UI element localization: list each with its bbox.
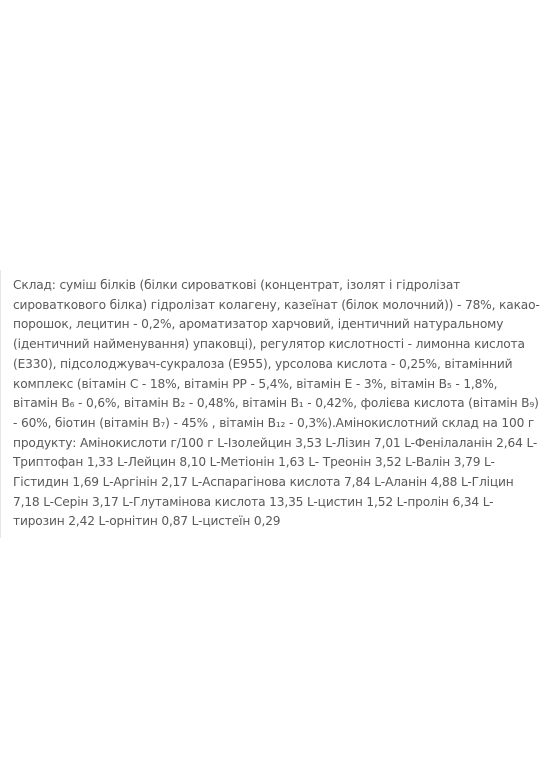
composition-text: Склад: суміш білків (білки сироваткові (концентрат, ізолят і гідролізат сироваткового білка) гідролізат колагену, казеїнат (білок молочний)) - 78%, какао-порошок, лецитин - 0,2%, ароматизатор харчовий, ідентичний натуральному (ідентичний найменування) упаковці), регулятор кислотності - лимонна кислота (Е330), підсолоджувач-сукралоза (Е955), урсолова кислота - 0,25%, вітамінний комплекс (вітамін С - 18%, вітамін РР - 5,4%, вітамін Е - 3%, вітамін В₅ - 1,8%, вітамін В₆ - 0,6%, вітамін В₂ - 0,48%, вітамін В₁ - 0,42%, фолієва кислота (вітамін В₉) - 60%, біотин (вітамін В₇) - 45% , вітамін В₁₂ - 0,3%).Амінокислотний склад на 100 г продукту: Амінокислоти г/100 г L-Ізолейцин 3,53 L-Лізин 7,01 L-Фенілаланін 2,64 L-Триптофан 1,33 L-Лейцин 8,10 L-Метіонін 1,63 L- Треонін 3,52 L-Валін 3,79 L-Гістидин 1,69 L-Аргінін 2,17 L-Аспарагінова кислота 7,84 L-Аланін 4,88 L-Гліцин 7,18 L-Серін 3,17 L-Глутамінова кислота 13,35 L-цистин 1,52 L-пролін 6,34 L-тирозин 2,42 L-орнітин 0,87 L-цистеїн 0,29 bbox=[0, 270, 540, 538]
